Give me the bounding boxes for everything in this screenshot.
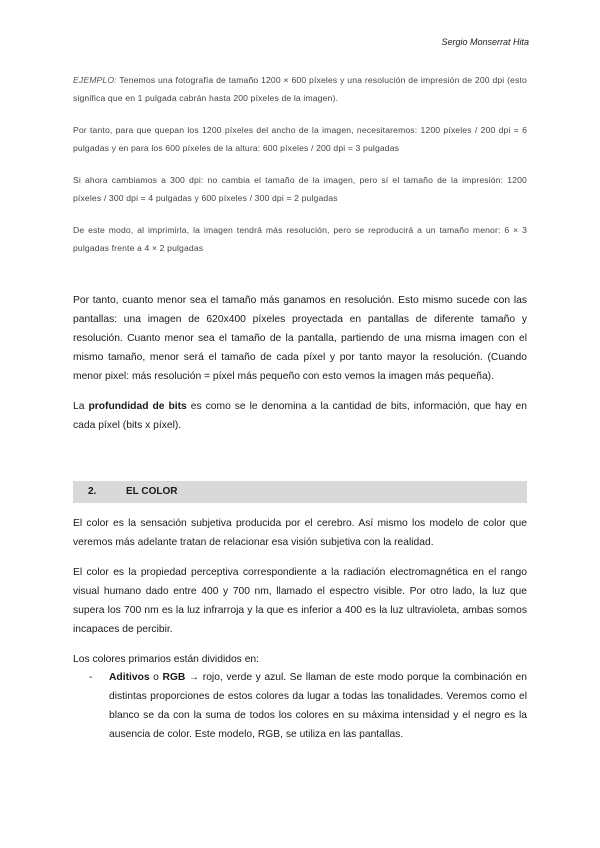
- body-paragraph-2: La profundidad de bits es como se le denomina a la cantidad de bits, información, que hay en cada píxel (bits x píxel).: [73, 401, 527, 431]
- color-paragraph-3: Los colores primarios están divididos en:: [73, 654, 260, 665]
- example-paragraph-4: De este modo, al imprimirla, la imagen tendrá más resolución, pero se reproducirá a un tamaño menor: 6 × 3 pulgadas frente a 4 × 2 pulgadas: [73, 225, 527, 253]
- example-paragraph-1: EJEMPLO: Tenemos una fotografía de tamaño 1200 × 600 píxeles y una resolución de impresión de 200 dpi (esto significa que en 1 pulgada cabrán hasta 200 píxeles de la imagen).: [73, 75, 527, 103]
- section-number: 2.: [88, 486, 97, 497]
- example-paragraph-2: Por tanto, para que quepan los 1200 píxeles del ancho de la imagen, necesitaremos: 1200 píxeles / 200 dpi = 6 pulgadas y en para los 600 píxeles de la altura: 600 píxeles / 200 dpi = 3 pulgadas: [73, 125, 527, 153]
- section-title: EL COLOR: [126, 486, 178, 497]
- term-bit-depth: profundidad de bits: [88, 401, 187, 412]
- list-item: Aditivos o RGB → rojo, verde y azul. Se llaman de este modo porque la combinación en distintas proporciones de estos colores da lugar a todas las tonalidades. Veremos como el blanco se da con la suma de todos los colores en su máxima intensidad y el negro es la ausencia de color. Este modelo, RGB, se utiliza en las pantallas.: [109, 672, 527, 740]
- primary-colors-list: [73, 668, 527, 744]
- example-block: [73, 71, 527, 271]
- body-text: [73, 291, 527, 446]
- header-author: Sergio Monserrat Hita: [441, 37, 529, 47]
- section-body: [73, 514, 527, 680]
- example-label: EJEMPLO:: [73, 75, 117, 85]
- color-paragraph-1: El color es la sensación subjetiva producida por el cerebro. Así mismo los modelo de color que veremos más adelante tratan de relacionar esa visión subjetiva con la realidad.: [73, 518, 527, 548]
- example-paragraph-3: Si ahora cambiamos a 300 dpi: no cambia el tamaño de la imagen, pero sí el tamaño de la impresión: 1200 píxeles / 300 dpi = 4 pulgadas y 600 píxeles / 300 dpi = 2 pulgadas: [73, 175, 527, 203]
- section-heading: [73, 481, 527, 503]
- list-bullet: -: [89, 672, 93, 683]
- body-paragraph-1: Por tanto, cuanto menor sea el tamaño más ganamos en resolución. Esto mismo sucede con las pantallas: una imagen de 620x400 píxeles proyectada en pantallas de diferente tamaño y resolución. Cuanto menor sea el tamaño de la pantalla, partiendo de una misma imagen con el mismo tamaño, menor será el tamaño de cada píxel y por tanto mayor la resolución. (Cuando menor pixel: más resolución = píxel más pequeño con esto vemos la imagen más pequeña).: [73, 295, 527, 382]
- color-paragraph-2: El color es la propiedad perceptiva correspondiente a la radiación electromagnética en el rango visual humano dado entre 400 y 700 nm, llamado el espectro visible. Por otro lado, la luz que supera los 700 nm es la luz infrarroja y la que es inferior a 400 es la luz ultravioleta, ambas somos incapaces de percibir.: [73, 567, 527, 635]
